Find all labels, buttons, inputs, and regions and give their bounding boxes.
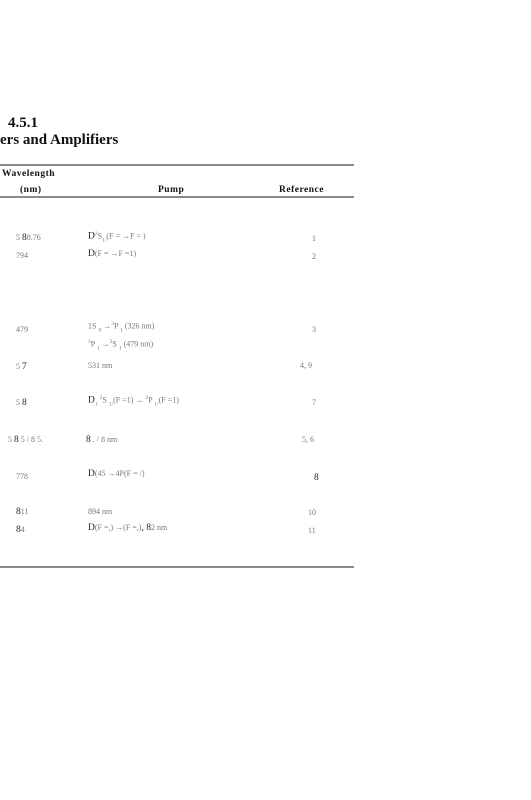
header-wavelength-unit: (nm) bbox=[20, 185, 42, 195]
header-wavelength: Wavelength bbox=[2, 169, 56, 179]
table-row-9-wavelength: 84 bbox=[16, 525, 25, 535]
table-row-4-wavelength: 5 7 bbox=[16, 362, 27, 372]
table-row-8-wavelength: 811 bbox=[16, 507, 29, 517]
table-row-7-reference: 8 bbox=[314, 473, 319, 483]
table-row-8-reference: 10 bbox=[308, 508, 316, 517]
table-row-6-pump: 8 . / 8 nm bbox=[86, 435, 118, 445]
table-row-4-reference: 4, 9 bbox=[300, 361, 312, 370]
table-row-8-pump: 894 nm bbox=[88, 507, 113, 516]
table-row-9-pump: D(F =,) →(F =,), 82 nm bbox=[88, 523, 168, 533]
header-reference: Reference bbox=[279, 185, 324, 195]
table-row-2-wavelength: 794 bbox=[16, 251, 28, 260]
table-bottom-rule bbox=[0, 566, 354, 568]
table-row-3-wavelength: 479 bbox=[16, 325, 28, 334]
table-row-5-wavelength: 5 8 bbox=[16, 398, 27, 408]
table-row-6-wavelength: 5 8 5 / 8 5. bbox=[8, 435, 43, 445]
table-row-9-reference: 11 bbox=[308, 526, 316, 535]
table-row-1-pump: $D^2S_{1/}(F = \to F$ = ) bbox=[88, 231, 146, 244]
table-header-rule bbox=[0, 196, 354, 198]
table-row-3-pump-line-2: $^3$P $_1$ →$^3$S $_1$ (479 nm) bbox=[88, 339, 154, 352]
section-number: 4.5.1 bbox=[8, 115, 38, 131]
header-pump: Pump bbox=[158, 185, 185, 195]
table-row-1-wavelength: 5 88.76 bbox=[16, 233, 41, 243]
table-row-6-reference: 5, 6 bbox=[302, 435, 314, 444]
table-row-2-reference: 2 bbox=[312, 252, 316, 261]
table-row-1-reference: 1 bbox=[312, 234, 316, 243]
table-row-7-pump: D(45 →4P(F = /) bbox=[88, 469, 145, 479]
table-top-rule bbox=[0, 164, 354, 166]
table-row-4-pump: 531 nm bbox=[88, 361, 113, 370]
table-row-3-reference: 3 bbox=[312, 325, 316, 334]
table-row-7-wavelength: 778 bbox=[16, 472, 28, 481]
table-row-3-pump-line-1: 1S $_0$ →$^3$P $_1$ (326 nm) bbox=[88, 321, 155, 334]
table-row-5-reference: 7 bbox=[312, 398, 316, 407]
table-row-2-pump: D(F = →F =1) bbox=[88, 249, 137, 259]
table-title: ers and Amplifiers bbox=[0, 132, 119, 148]
table-row-5-pump: $D_1$ $^2$S $_{1/}$(F =1) → $^2$P $_{1/}$(F =1) bbox=[88, 395, 179, 408]
